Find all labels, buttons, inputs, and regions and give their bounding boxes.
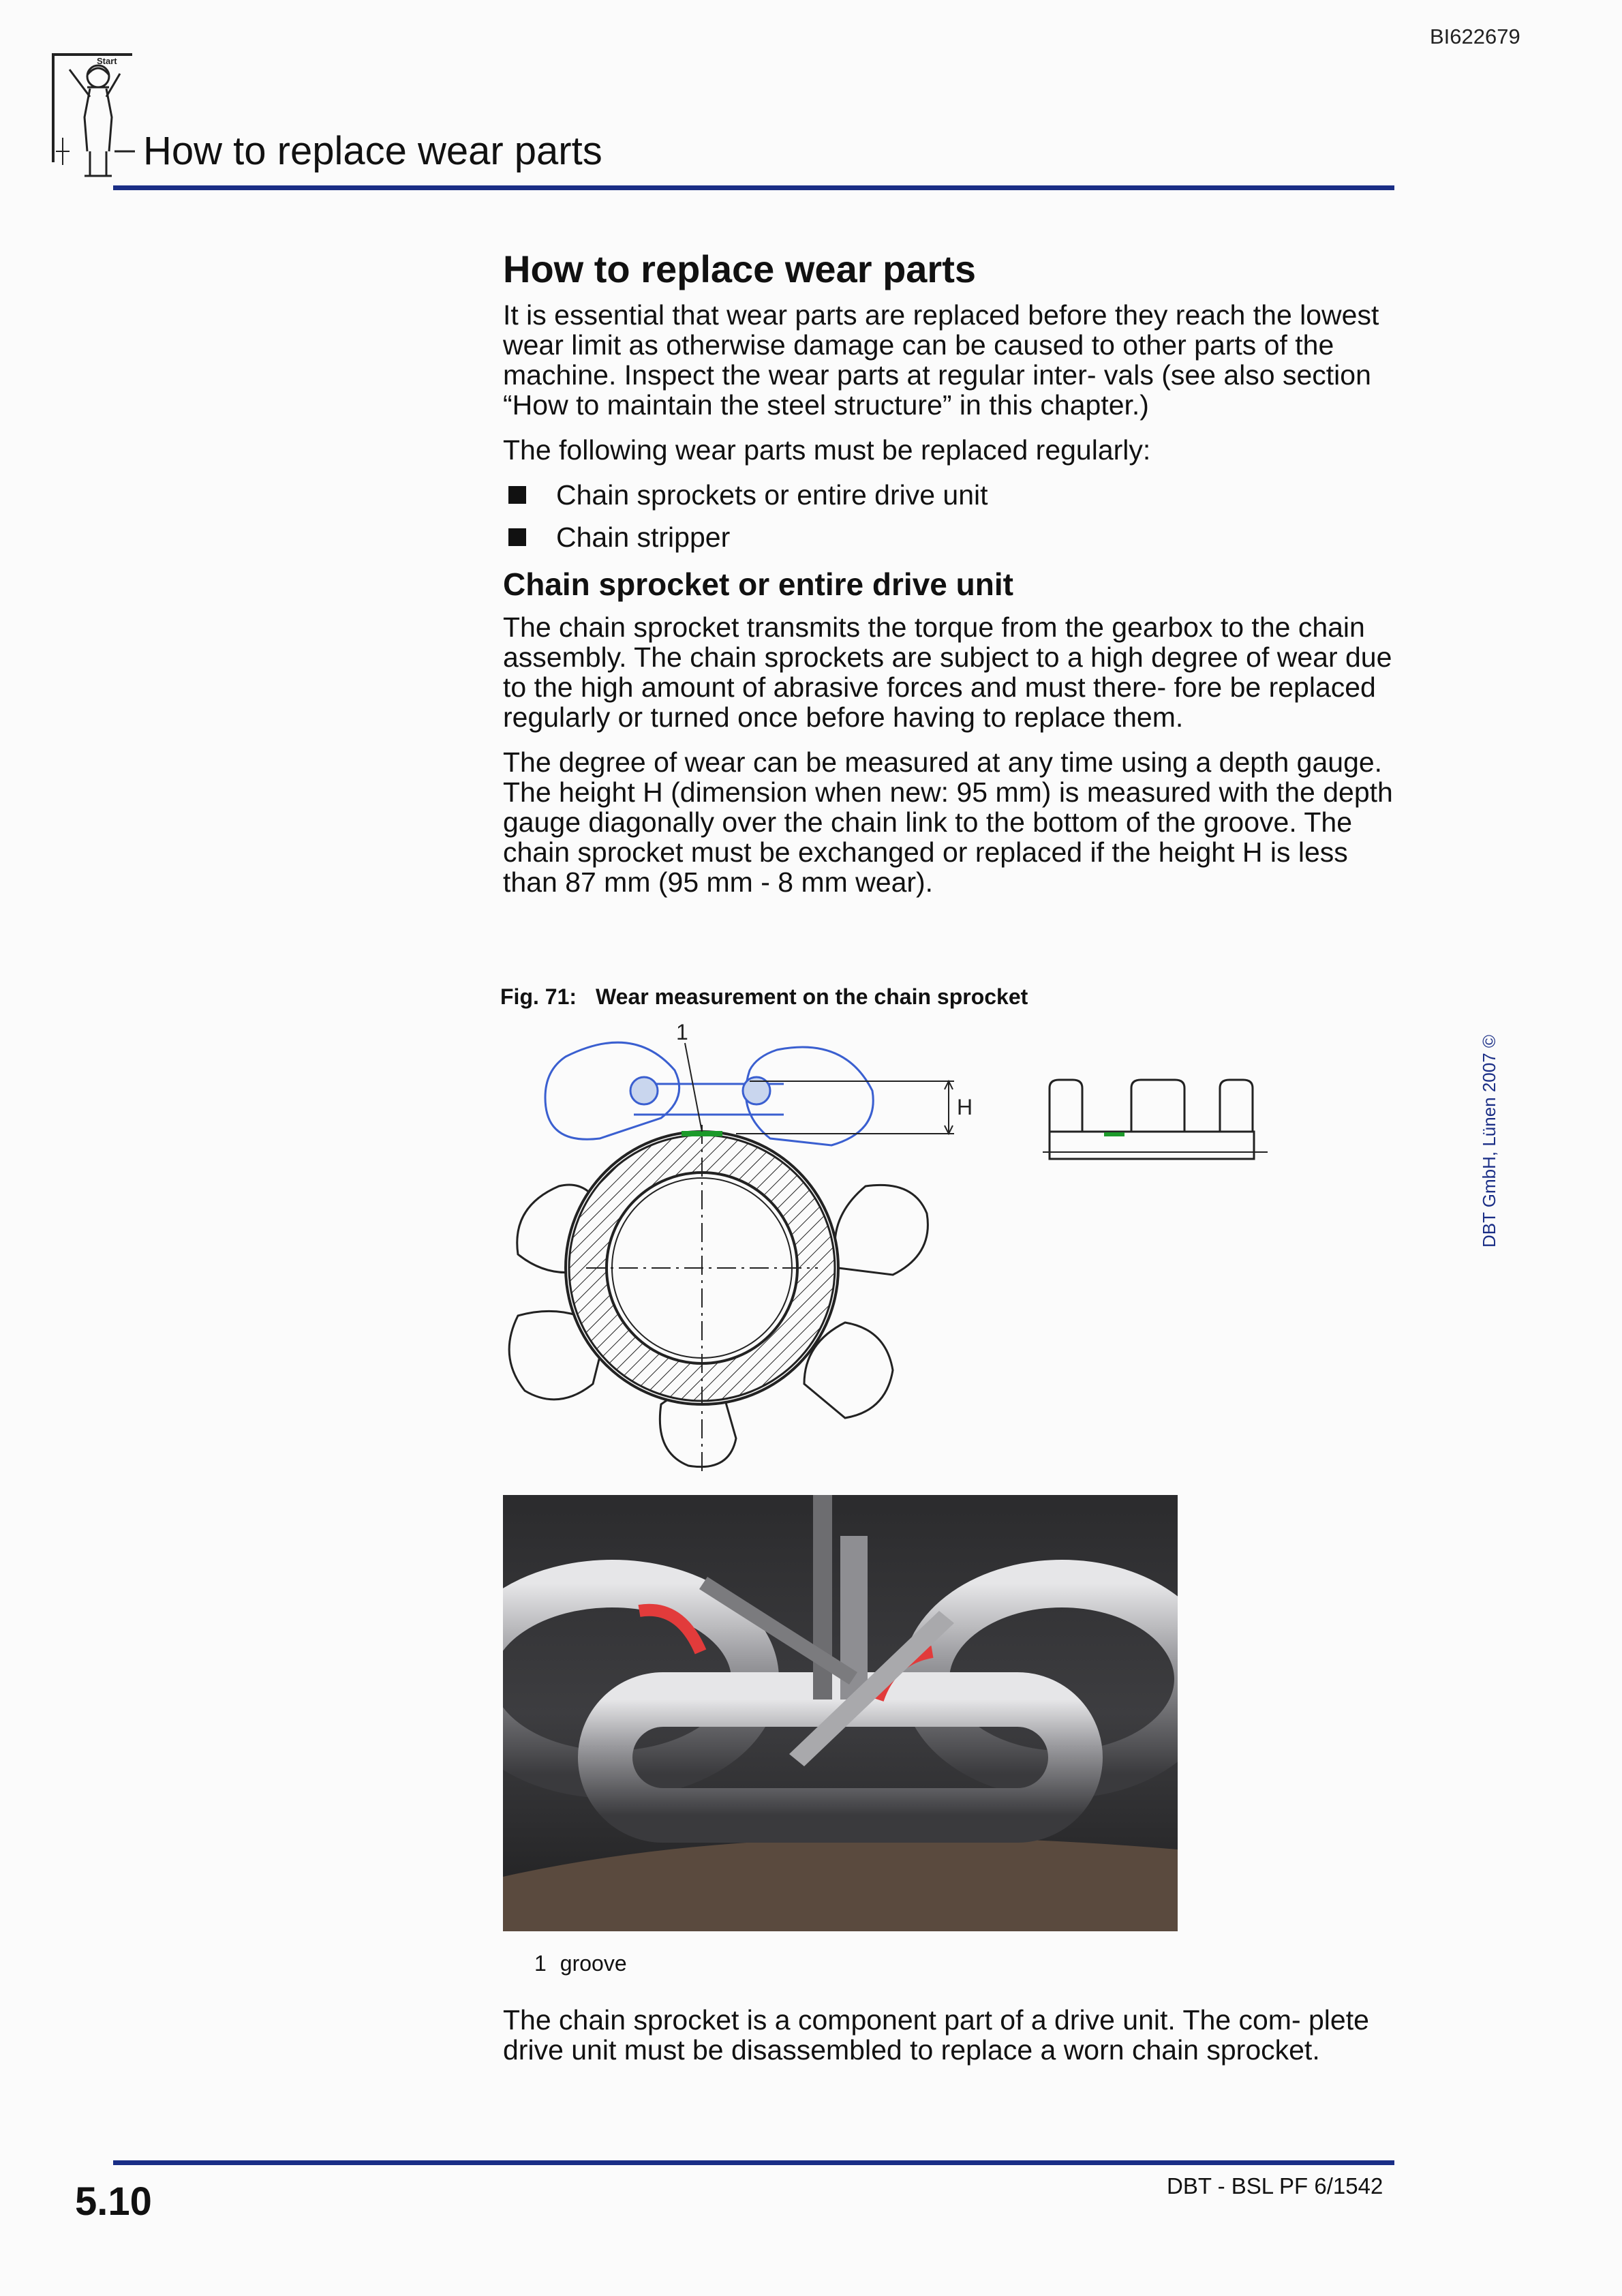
closing-text [503,2005,1403,2080]
dimension-h-label: H [957,1095,973,1119]
measurement-paragraph: The degree of wear can be measured at any time using a depth gauge. The height H (dimension when new: 95 mm) is measured with the depth gauge diagonally over the chain link to the bottom of the groove. The chain sprocket must be exchanged or replaced if the height H is less than 87 mm (95 mm - 8 mm wear). [503,746,1393,898]
header-rule [113,185,1394,190]
legend-number: 1 [534,1951,547,1976]
sprocket-drawing [491,1023,1288,1486]
list-intro: The following wear parts must be replaced regularly: [503,434,1151,466]
page-number: 5.10 [75,2179,152,2224]
figure-number: Fig. 71: [500,984,577,1009]
list-item [503,480,1403,510]
legend-text: groove [560,1951,627,1976]
closing-paragraph: The chain sprocket is a component part of a drive unit. The com- plete drive unit must be disassembled to replace a worn chain sprocket. [503,2004,1369,2066]
sprocket-side-view [1043,1080,1268,1159]
square-bullet-icon [508,528,526,546]
callout-1: 1 [676,1023,688,1044]
document-id: BI622679 [1430,25,1520,48]
list-item-label: Chain stripper [556,522,731,553]
chain-link-outline [545,1042,873,1145]
page-heading: How to replace wear parts [503,247,977,290]
square-bullet-icon [508,486,526,504]
section-subheading: Chain sprocket or entire drive unit [503,567,1013,602]
sprocket-paragraph: The chain sprocket transmits the torque from the gearbox to the chain assembly. The chain sprockets are subject to a high degree of wear due to the high amount of abrasive forces and must there- fore be replaced regularly or turned once before having to replace them. [503,611,1392,733]
intro-paragraph: It is essential that wear parts are replaced before they reach the lowest wear limit as otherwise damage can be caused to other parts of the machine. Inspect the wear parts at regular inter- vals (see also section “How to maintain the steel structure” in this chapter.) [503,299,1379,421]
depth-gauge-photo [503,1495,1178,1931]
main-content [503,245,1403,912]
figure-caption-text: Wear measurement on the chain sprocket [596,984,1028,1009]
worker-with-start-sign-icon [49,49,136,183]
document-reference: DBT - BSL PF 6/1542 [1167,2173,1383,2199]
list-item [503,522,1403,552]
header-title: How to replace wear parts [143,129,602,173]
figure-legend [534,1951,627,1976]
start-sign-label: Start [97,56,117,66]
wear-parts-list [503,480,1403,552]
figure-caption [500,984,1028,1010]
copyright-notice: DBT GmbH, Lünen 2007 © [1479,1034,1499,1248]
footer-rule [113,2160,1394,2165]
list-item-label: Chain sprockets or entire drive unit [556,479,988,511]
